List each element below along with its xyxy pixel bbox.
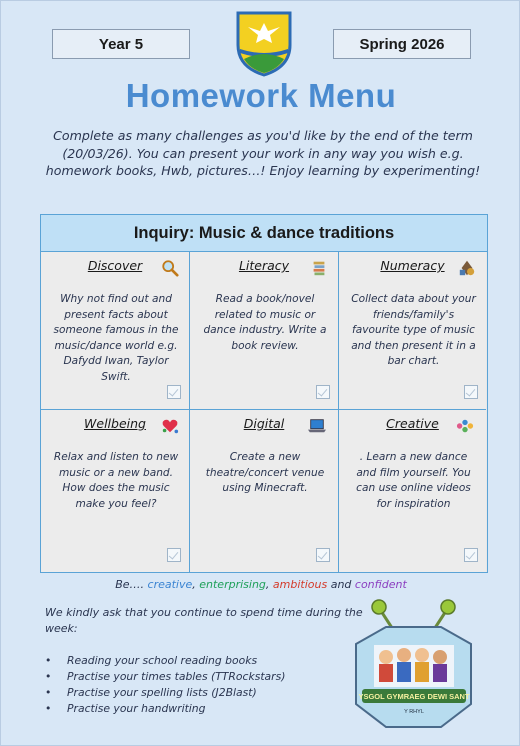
laptop-icon xyxy=(306,417,328,435)
done-checkbox[interactable] xyxy=(316,385,330,399)
cell-title: Digital xyxy=(243,416,285,431)
list-item: • Practise your spelling lists (J2Blast) xyxy=(45,685,285,701)
heart-icon xyxy=(161,417,179,435)
cell-text: . Learn a new dance and film yourself. You can use online videos for inspiration xyxy=(356,451,471,510)
year-label: Year 5 xyxy=(52,29,190,59)
weekly-task-list xyxy=(45,653,285,717)
magnifier-icon xyxy=(161,259,179,277)
cell-creative xyxy=(339,410,486,572)
motto-confident: confident xyxy=(354,578,407,591)
cell-title: Literacy xyxy=(238,258,290,273)
shapes-icon xyxy=(458,259,476,277)
motto-enterprising: enterprising xyxy=(199,578,266,591)
cell-literacy xyxy=(190,252,339,410)
books-icon xyxy=(310,259,328,277)
done-checkbox[interactable] xyxy=(464,385,478,399)
list-item: • Practise your times tables (TTRockstars) xyxy=(45,669,285,685)
cell-text: Collect data about your friends/family's favourite type of music and then present it in a bar chart. xyxy=(351,293,476,368)
page-title: Homework Menu xyxy=(125,77,397,114)
cell-text: Relax and listen to new music or a new band. How does the music make you feel? xyxy=(53,451,179,510)
term-label: Spring 2026 xyxy=(333,29,471,59)
cell-text: Create a new theatre/concert venue using Minecraft. xyxy=(205,451,325,495)
cell-text: Read a book/novel related to music or dance industry. Write a book review. xyxy=(203,293,327,352)
school-motto: Be…. creative, enterprising, ambitious and confident xyxy=(115,578,407,591)
motto-creative: creative xyxy=(147,578,193,591)
done-checkbox[interactable] xyxy=(464,548,478,562)
school-logo-icon xyxy=(326,589,501,739)
done-checkbox[interactable] xyxy=(167,385,181,399)
cell-text: Why not find out and present facts about someone famous in the music/dance world e.g. Dafydd Iwan, Taylor Swift. xyxy=(53,293,179,383)
cell-title: Creative xyxy=(386,416,439,431)
school-logo-name: YSGOL GYMRAEG DEWI SANT xyxy=(358,692,470,701)
request-text: We kindly ask that you continue to spend time during the week: xyxy=(45,606,363,635)
inquiry-heading: Inquiry: Music & dance traditions xyxy=(41,215,487,252)
cell-title: Numeracy xyxy=(380,258,445,273)
palette-icon xyxy=(454,417,476,435)
list-item: • Reading your school reading books xyxy=(45,653,285,669)
list-item: • Practise your handwriting xyxy=(45,701,285,717)
cell-digital xyxy=(190,410,339,572)
cell-wellbeing xyxy=(41,410,190,572)
school-logo-sub: Y RHYL xyxy=(404,709,424,715)
school-crest-icon xyxy=(234,9,294,77)
cell-numeracy xyxy=(339,252,486,410)
done-checkbox[interactable] xyxy=(316,548,330,562)
done-checkbox[interactable] xyxy=(167,548,181,562)
motto-ambitious: ambitious xyxy=(272,578,328,591)
intro-text: Complete as many challenges as you'd like by the end of the term (20/03/26). You can present your work in any way you wish e.g. homework books, Hwb, pictures…! Enjoy learning by experimenting! xyxy=(45,128,481,178)
cell-title: Wellbeing xyxy=(84,416,146,431)
cell-discover xyxy=(41,252,190,410)
cell-title: Discover xyxy=(87,258,143,273)
homework-grid xyxy=(40,214,488,573)
